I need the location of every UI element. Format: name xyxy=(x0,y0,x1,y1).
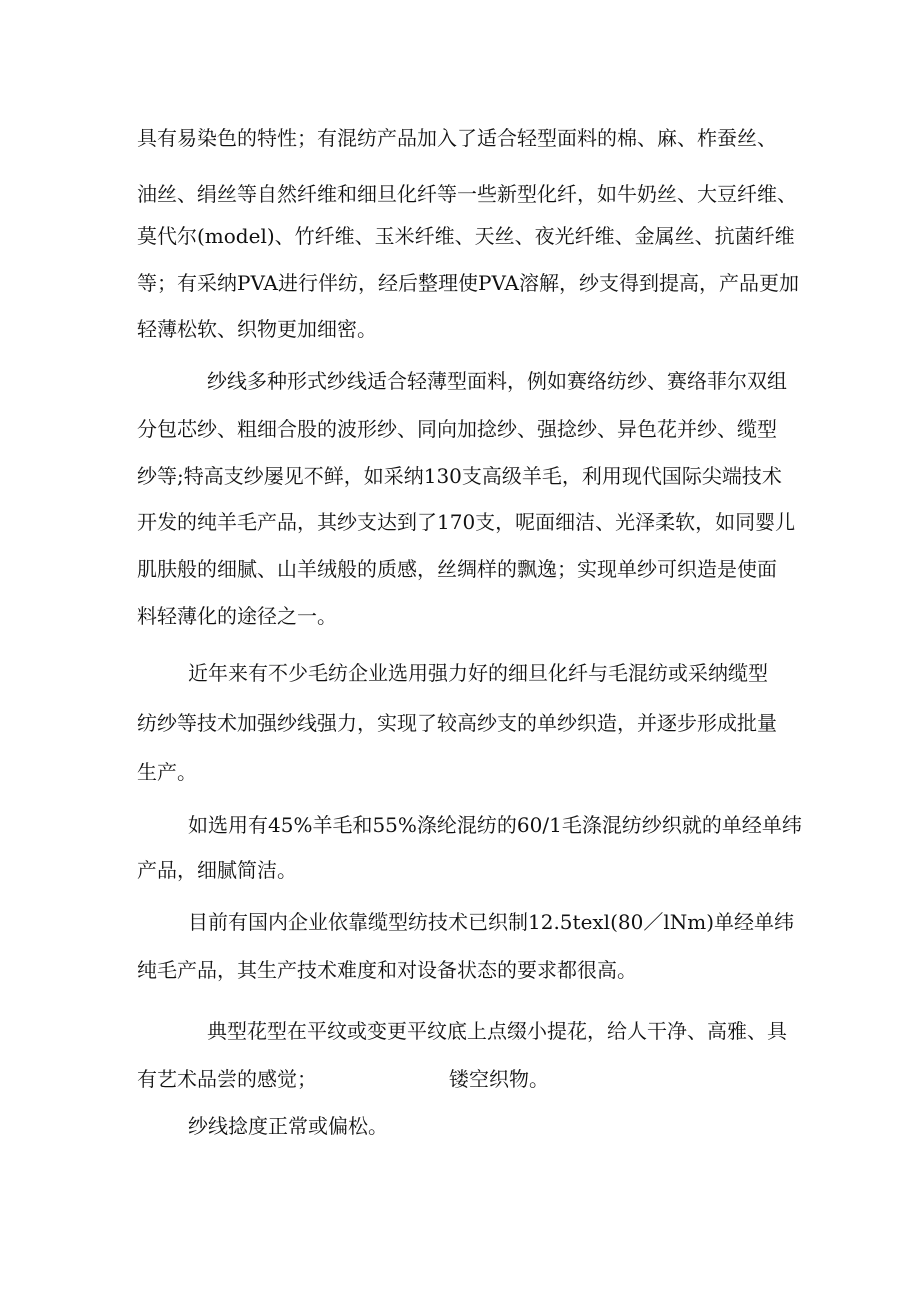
text-line: 具有易染色的特性；有混纺产品加入了适合轻型面料的棉、麻、柞蚕丝、 xyxy=(137,126,777,150)
text-line: 目前有国内企业依靠缆型纺技术已织制12.5texl(80／lNm)单经单纬 xyxy=(188,910,794,934)
text-line: 如选用有45%羊毛和55%涤纶混纺的60/1毛涤混纺纱织就的单经单纬 xyxy=(188,813,802,837)
text-line: 料轻薄化的途径之一。 xyxy=(137,604,337,628)
text-line: 等；有采纳PVA进行伴纺，经后整理使PVA溶解，纱支得到提高，产品更加 xyxy=(137,271,799,295)
text-line: 纱等;特高支纱屡见不鲜，如采纳130支高级羊毛，利用现代国际尖端技术 xyxy=(137,464,782,488)
text-line: 莫代尔(model)、竹纤维、玉米纤维、天丝、夜光纤维、金属丝、抗菌纤维 xyxy=(137,224,795,248)
text-line: 纯毛产品，其生产技术难度和对设备状态的要求都很高。 xyxy=(137,958,637,982)
text-line: 生产。 xyxy=(137,760,197,784)
text-line: 轻薄松软、织物更加细密。 xyxy=(137,317,377,341)
text-line: 开发的纯羊毛产品，其纱支达到了170支，呢面细洁、光泽柔软，如同婴儿 xyxy=(137,510,796,534)
text-line: 油丝、绢丝等自然纤维和细旦化纤等一些新型化纤，如牛奶丝、大豆纤维、 xyxy=(137,182,797,206)
text-line: 纱线多种形式纱线适合轻薄型面料，例如赛络纺纱、赛络菲尔双组 xyxy=(207,369,787,393)
text-line: 纺纱等技术加强纱线强力，实现了较高纱支的单纱织造，并逐步形成批量 xyxy=(137,711,777,735)
text-line: 近年来有不少毛纺企业选用强力好的细旦化纤与毛混纺或采纳缆型 xyxy=(188,661,768,685)
text-line: 有艺术品尝的感觉； xyxy=(137,1067,317,1091)
text-line: 纱线捻度正常或偏松。 xyxy=(188,1114,388,1138)
text-line: 镂空织物。 xyxy=(449,1067,549,1091)
text-line: 肌肤般的细腻、山羊绒般的质感，丝绸样的飘逸；实现单纱可织造是使面 xyxy=(137,557,777,581)
text-line: 产品，细腻简洁。 xyxy=(137,858,297,882)
text-line: 典型花型在平纹或变更平纹底上点缀小提花，给人干净、高雅、具 xyxy=(207,1019,787,1043)
text-line: 分包芯纱、粗细合股的波形纱、同向加捻纱、强捻纱、异色花并纱、缆型 xyxy=(137,417,777,441)
